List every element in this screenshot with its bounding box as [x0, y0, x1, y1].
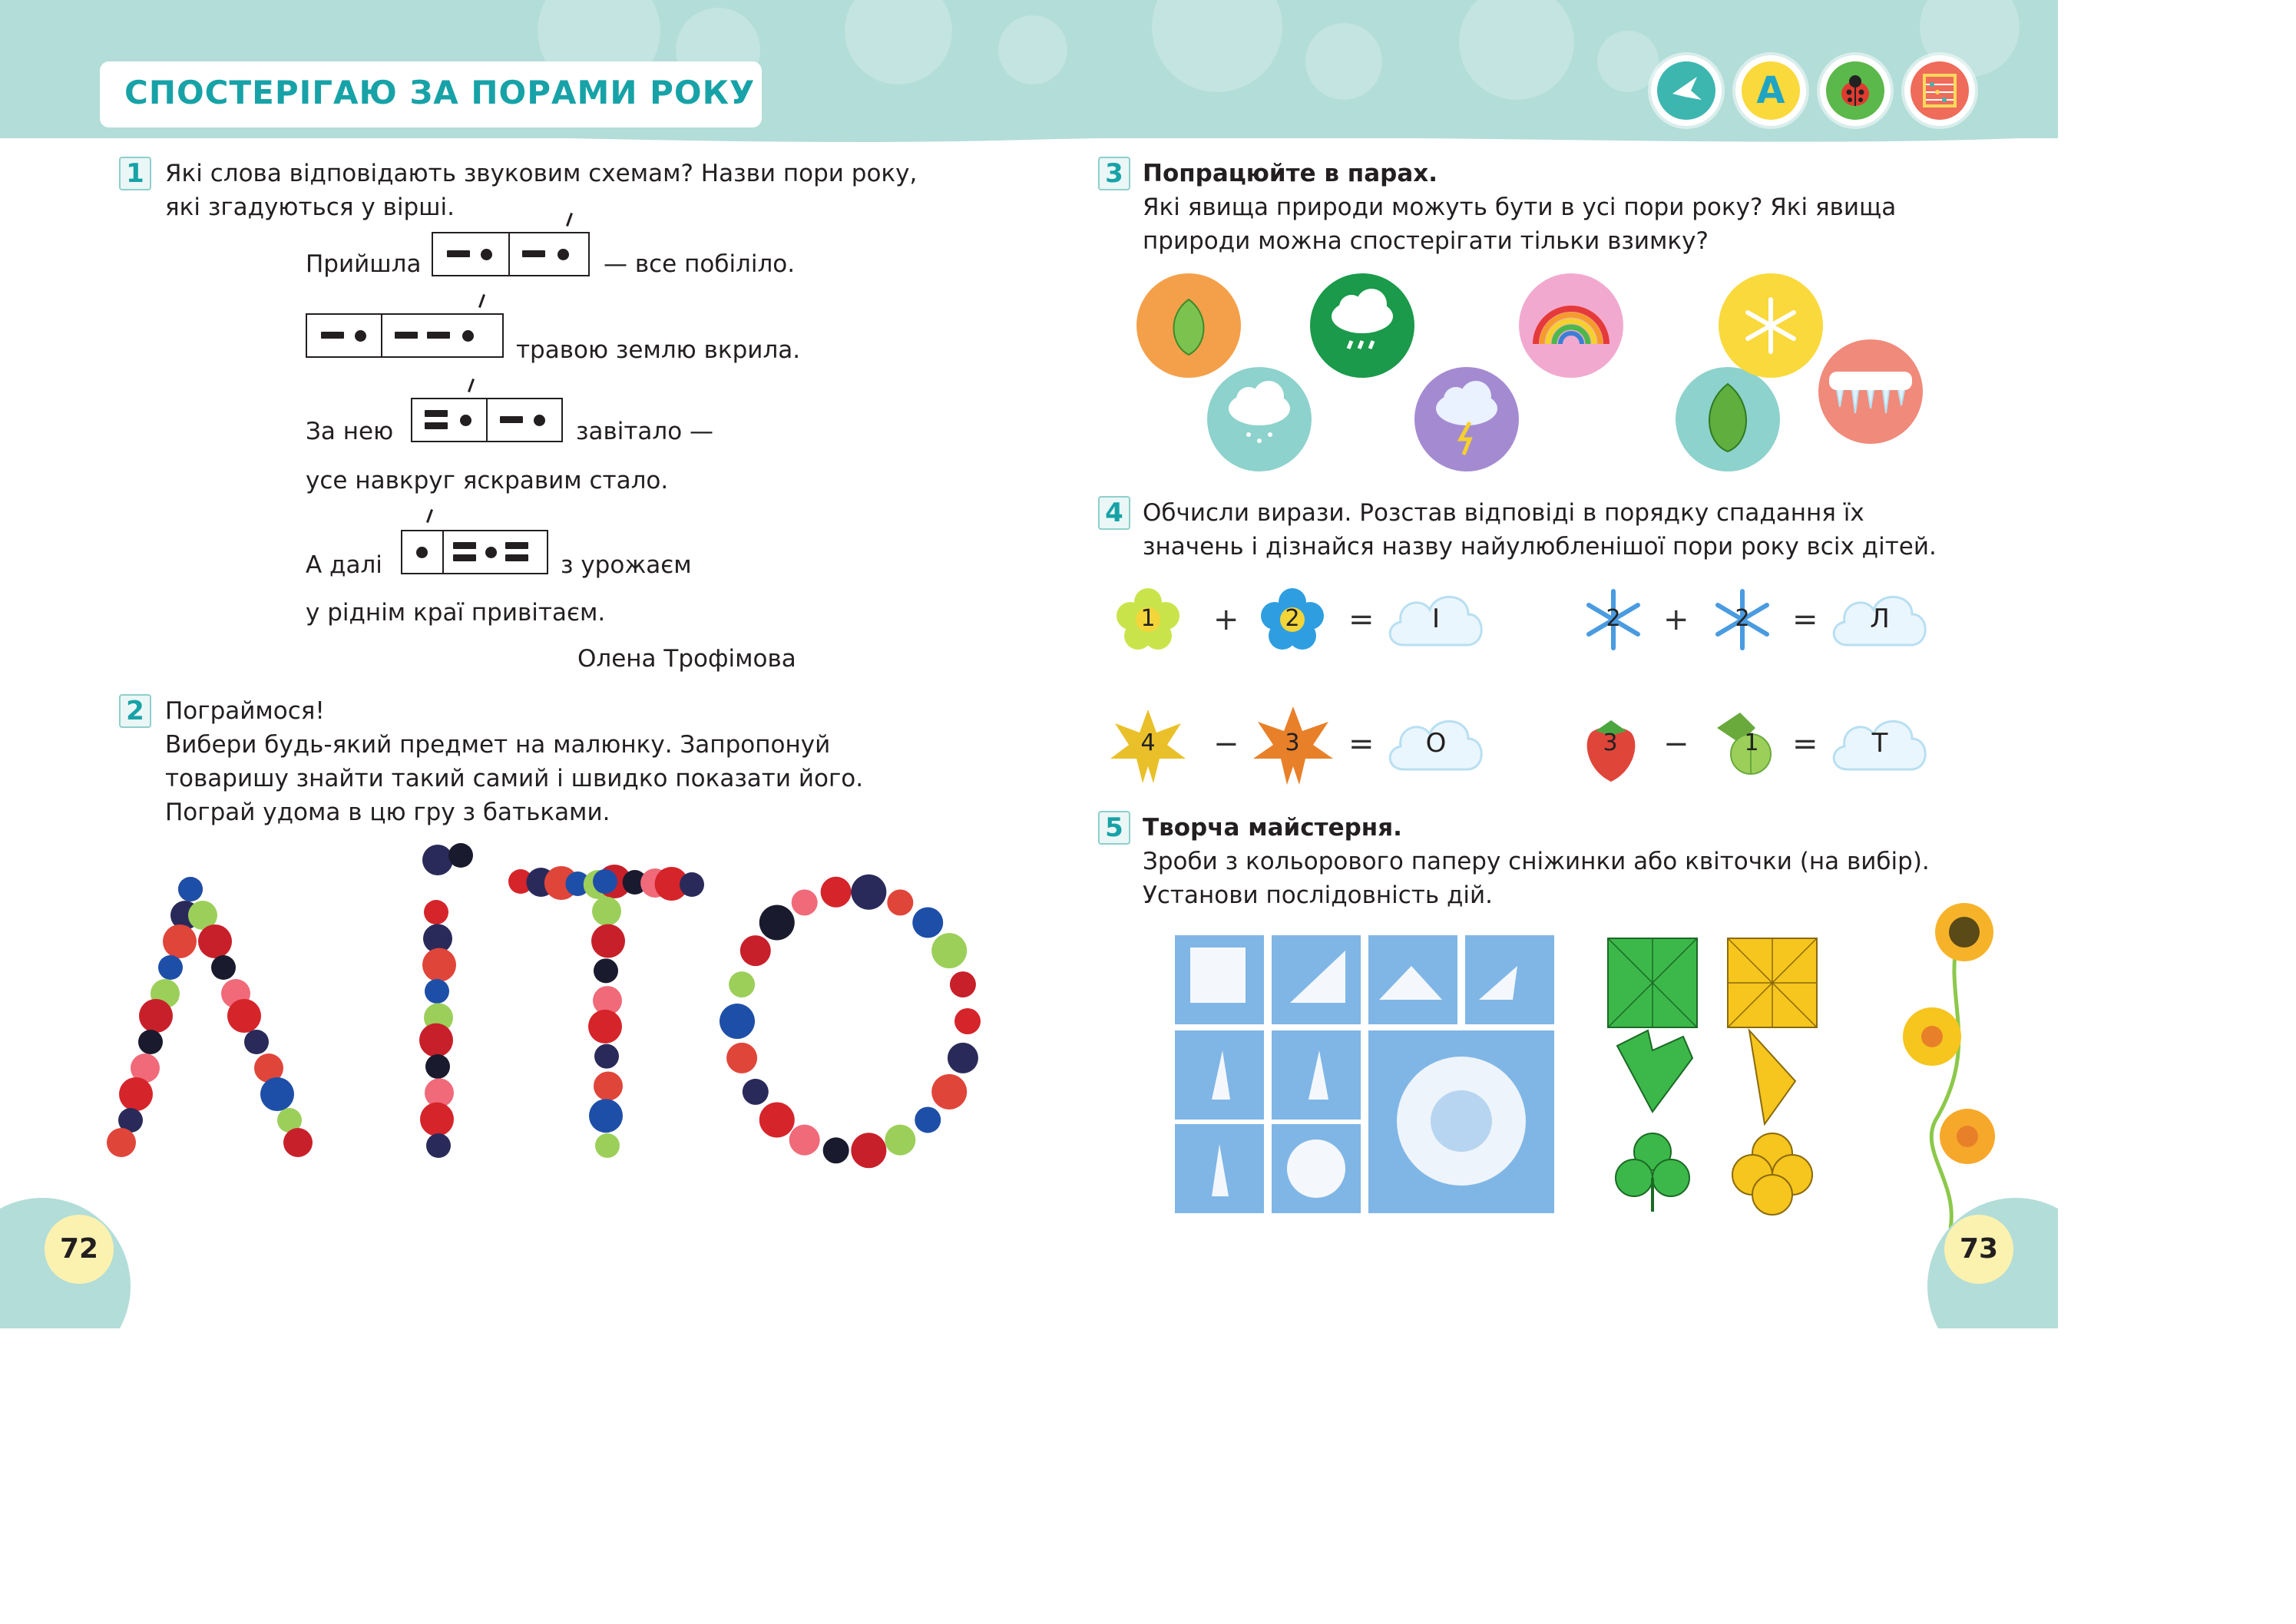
task-2-title: Пограймося!	[165, 697, 325, 725]
stress-mark	[566, 213, 573, 227]
flower-folding-steps	[1603, 935, 1826, 1227]
berry	[792, 889, 818, 915]
expr3-a: 4	[1140, 729, 1156, 756]
letter-a-icon: A	[1735, 55, 1806, 126]
poem-line1-end: — все побіліло.	[604, 250, 796, 278]
abacus-icon	[1904, 55, 1975, 126]
berry	[593, 869, 617, 894]
berry	[759, 1102, 795, 1137]
berry	[595, 1133, 620, 1158]
task-5-line2: Установи послідовність дій.	[1143, 881, 1494, 909]
berry	[931, 933, 967, 968]
berry	[119, 1077, 153, 1111]
expr2-a: 2	[1606, 605, 1621, 632]
berry	[851, 875, 886, 910]
task-5-number: 5	[1098, 811, 1130, 845]
berry-word-illustration	[77, 837, 1029, 1206]
poem-line3-start: За нею	[306, 418, 394, 445]
berry	[163, 924, 197, 958]
ladybug-icon	[1820, 55, 1891, 126]
berry	[743, 1079, 769, 1105]
berry	[589, 1099, 623, 1133]
berry	[851, 1133, 886, 1168]
expr1-letter: І	[1431, 604, 1441, 634]
task-3-line1: Які явища природи можуть бути в усі пори року? Які явища	[1143, 193, 1897, 221]
task-1-number: 1	[119, 157, 151, 190]
task-4-number: 4	[1098, 496, 1130, 530]
berry	[592, 897, 621, 926]
task-3-number: 3	[1098, 157, 1130, 190]
poem-line5-end: з урожаєм	[561, 551, 692, 579]
berry	[887, 889, 913, 915]
stress-mark	[468, 379, 475, 392]
poem-line1-start: Прийшла	[306, 250, 422, 278]
task-4-line2: значень і дізнайся назву найулюбленішої пори року всіх дітей.	[1143, 533, 1937, 561]
berry	[227, 999, 261, 1033]
berry	[948, 1043, 978, 1073]
task-5-line1: Зроби з кольорового паперу сніжинки або квіточки (на вибір).	[1143, 848, 1930, 875]
berry	[158, 955, 183, 980]
page-title: СПОСТЕРІГАЮ ЗА ПОРАМИ РОКУ	[124, 74, 756, 111]
berry	[198, 924, 232, 958]
poem-line4: усе навкруг яскравим стало.	[306, 467, 669, 494]
stress-mark	[478, 294, 485, 308]
sound-scheme-summer	[411, 398, 563, 442]
task-1-question-line2: які згадуються у вірші.	[165, 193, 455, 221]
poem-line5-start: А далі	[306, 551, 382, 579]
berry	[931, 1074, 967, 1110]
expr2-letter: Л	[1870, 604, 1890, 634]
expr2-eq: =	[1792, 602, 1818, 637]
berry	[425, 1054, 450, 1079]
berry	[448, 843, 473, 868]
berry	[138, 1030, 163, 1054]
task-3-title: Попрацюйте в парах.	[1143, 160, 1438, 187]
berry	[594, 1071, 623, 1100]
decorative-flowers	[1897, 891, 2004, 1229]
expr4-letter: Т	[1871, 728, 1888, 759]
berry	[912, 908, 943, 938]
berry	[954, 1008, 981, 1034]
page-number-73: 73	[1944, 1215, 2013, 1284]
page-number-72: 72	[45, 1215, 114, 1284]
expr3-letter: О	[1425, 728, 1447, 759]
expr4-eq: =	[1792, 726, 1818, 762]
berry	[789, 1125, 820, 1156]
task-5-title: Творча майстерня.	[1143, 814, 1402, 842]
poem-line2-end: травою землю вкрила.	[516, 336, 801, 364]
task-2-line2: товаришу знайти такий самий і швидко показати його.	[165, 765, 864, 792]
poem-line3-end: завітало —	[576, 418, 714, 445]
berry	[178, 877, 203, 901]
snowflake-steps-grid	[1175, 935, 1559, 1213]
berry	[107, 1128, 136, 1157]
stress-mark	[426, 509, 433, 523]
berry	[283, 1128, 313, 1157]
sound-scheme-spring	[306, 313, 504, 358]
task-4-line1: Обчисли вирази. Розстав відповіді в порядку спадання їх	[1143, 499, 1864, 527]
expr4-op: −	[1663, 726, 1689, 762]
task-2-number: 2	[119, 694, 151, 728]
expr2-op: +	[1663, 602, 1689, 637]
berry	[244, 1030, 269, 1054]
berry	[422, 845, 453, 875]
berry	[729, 971, 755, 997]
berry	[594, 958, 618, 983]
berry	[420, 1103, 454, 1136]
sound-scheme-autumn	[401, 530, 548, 574]
berry	[424, 900, 448, 924]
poem-author: Олена Трофімова	[577, 645, 796, 673]
berry	[425, 979, 449, 1004]
sound-scheme-winter	[432, 232, 590, 276]
berry	[726, 1043, 757, 1073]
berry	[591, 924, 625, 958]
expr3-op: −	[1213, 726, 1239, 762]
berry	[422, 948, 456, 982]
task-2-line3: Пограй удома в цю гру з батьками.	[165, 799, 610, 826]
berry	[720, 1004, 755, 1039]
berry	[139, 999, 173, 1033]
expr1-b: 2	[1285, 605, 1300, 632]
expr1-a: 1	[1140, 605, 1156, 632]
berry	[588, 1010, 622, 1044]
berry	[211, 955, 236, 980]
expr1-eq: =	[1348, 602, 1375, 637]
expr1-op: +	[1213, 602, 1239, 637]
bird-icon	[1651, 55, 1722, 126]
expr2-b: 2	[1735, 605, 1750, 632]
task-3-line2: природи можна спостерігати тільки взимку?	[1143, 227, 1709, 255]
task-2-line1: Вибери будь-який предмет на малюнку. Запропонуй	[165, 731, 831, 759]
task-1-question-line1: Які слова відповідають звуковим схемам? Назви пори року,	[165, 160, 918, 187]
berry	[680, 872, 704, 897]
berry	[260, 1077, 294, 1111]
expr3-b: 3	[1285, 729, 1300, 756]
berry	[885, 1125, 915, 1156]
berry	[594, 1044, 619, 1069]
berry	[915, 1106, 941, 1133]
berry	[419, 1024, 453, 1057]
berry	[426, 1133, 451, 1158]
expr3-eq: =	[1348, 726, 1375, 762]
poem-line6: у ріднім краї привітаєм.	[306, 599, 606, 627]
berry	[759, 905, 795, 941]
berry	[821, 877, 852, 908]
nature-phenomena-circles	[1090, 269, 1950, 476]
berry	[740, 935, 771, 966]
berry	[950, 971, 976, 997]
expr4-a: 3	[1603, 729, 1618, 756]
berry	[823, 1137, 849, 1163]
expr4-b: 1	[1744, 729, 1759, 756]
